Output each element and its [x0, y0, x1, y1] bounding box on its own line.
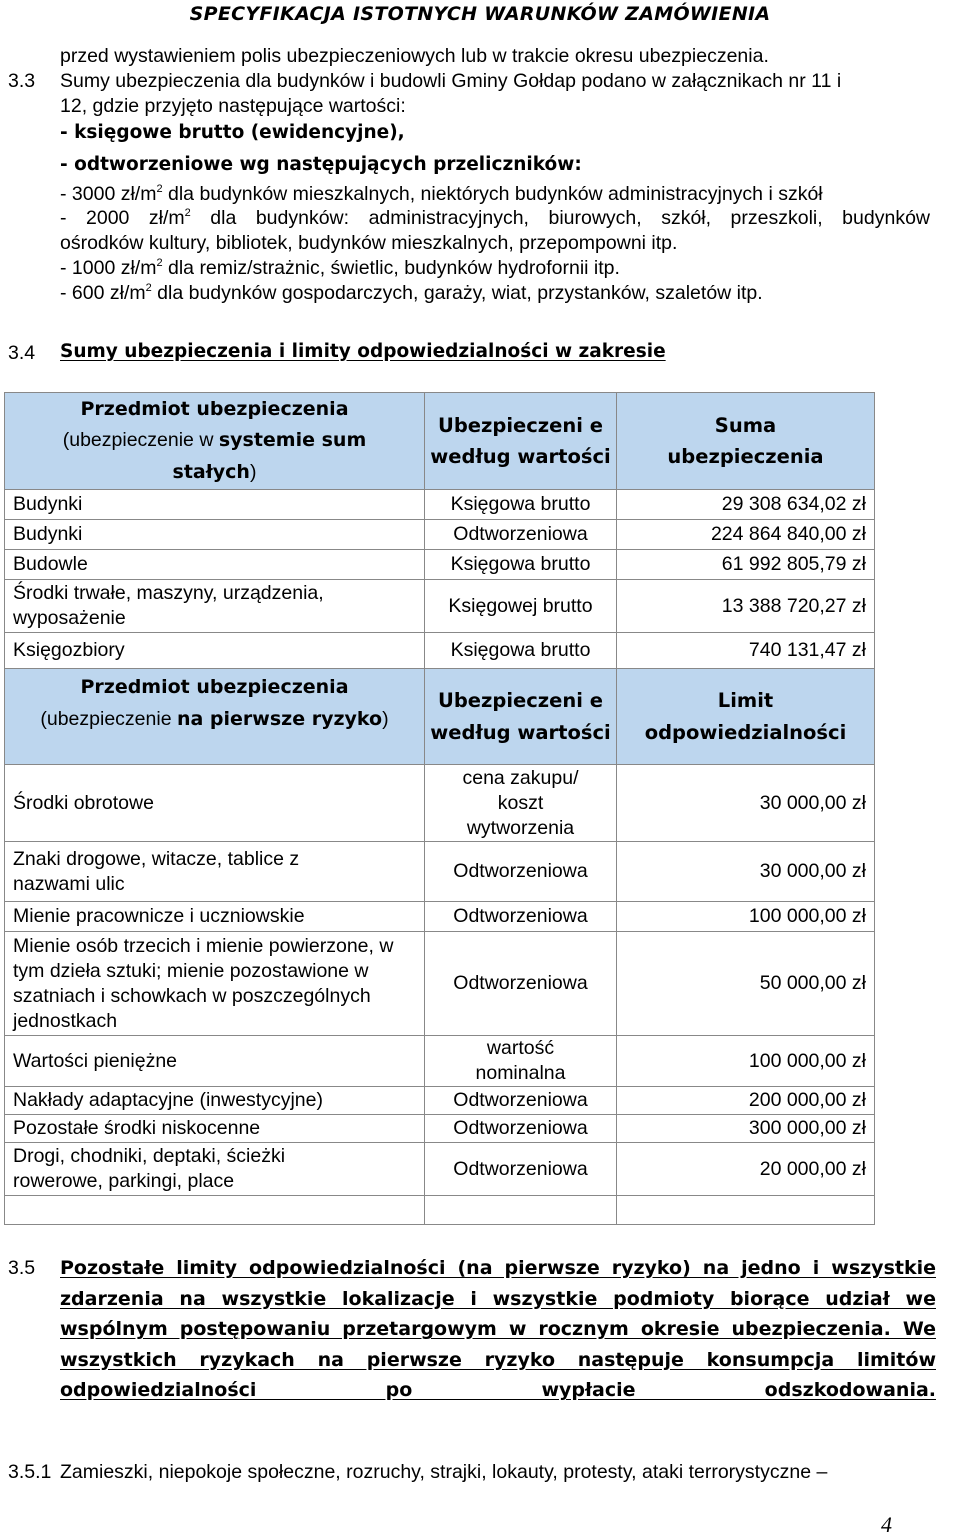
rate-3-desc: dla remiz/strażnic, świetlic, budynków hydrofornii itp.	[168, 257, 620, 279]
rate-4-amount: - 600 zł/m	[60, 282, 146, 304]
table-row: Księgozbiory Księgowa brutto 740 131,47 zł	[5, 633, 875, 669]
document-header: SPECYFIKACJA ISTOTNYCH WARUNKÓW ZAMÓWIENIA	[189, 3, 771, 25]
section-3-4-title: Sumy ubezpieczenia i limity odpowiedzialności w zakresie	[60, 341, 666, 362]
superscript: 2	[184, 207, 191, 219]
table1-header-sum: Suma ubezpieczenia	[617, 393, 875, 490]
intro-line-2: 12, gdzie przyjęto następujące wartości:	[60, 95, 406, 117]
table-row: Wartości pieniężne wartość nominalna 100 000,00 zł	[5, 1036, 875, 1087]
section-3-5-number: 3.5	[8, 1257, 36, 1279]
intro-line-1: Sumy ubezpieczenia dla budynków i budowli Gminy Gołdap podano w załącznikach nr 11 i	[60, 70, 842, 92]
table-row: Budynki Odtworzeniowa 224 864 840,00 zł	[5, 520, 875, 550]
table-row: Znaki drogowe, witacze, tablice z nazwami ulic Odtworzeniowa 30 000,00 zł	[5, 842, 875, 902]
table-row: Mienie osób trzecich i mienie powierzone, w tym dzieła sztuki; mienie pozostawione w szatniach i schowkach w poszczególnych jednostkach Odtworzeniowa 50 000,00 zł	[5, 932, 875, 1036]
rate-line-2	[60, 207, 930, 230]
page-number: 4	[881, 1512, 892, 1537]
rate-2-desc: dla budynków: administracyjnych, biurowych, szkół, przeszkoli, budynków	[210, 207, 930, 229]
rate-1-amount: - 3000 zł/m	[60, 183, 157, 205]
table-row: Budynki Księgowa brutto 29 308 634,02 zł	[5, 490, 875, 520]
bullet-book-value: - księgowe brutto (ewidencyjne),	[60, 122, 405, 143]
superscript: 2	[156, 183, 163, 195]
table2-header-limit: Limit odpowiedzialności	[617, 669, 875, 765]
table2-header	[5, 669, 875, 765]
table-row: Środki obrotowe cena zakupu/ koszt wytworzenia 30 000,00 zł	[5, 765, 875, 842]
table-row: Budowle Księgowa brutto 61 992 805,79 zł	[5, 550, 875, 580]
section-3-5-1-number: 3.5.1	[8, 1461, 52, 1483]
rate-4-desc: dla budynków gospodarczych, garaży, wiat, przystanków, szaletów itp.	[157, 282, 763, 304]
rate-2-amount: - 2000 zł/m	[60, 207, 185, 229]
rate-line-2b: ośrodków kultury, bibliotek, budynków mieszkalnych, przepompowni itp.	[60, 232, 678, 254]
table-empty-row	[5, 1196, 875, 1225]
rate-line-1	[60, 183, 823, 206]
section-3-5-1-text: Zamieszki, niepokoje społeczne, rozruchy, strajki, lokauty, protesty, ataki terrorystyczne –	[60, 1461, 828, 1483]
rate-line-4	[60, 282, 763, 305]
section-3-4-number: 3.4	[8, 342, 36, 364]
bullet-replacement-value: - odtworzeniowe wg następujących przeliczników:	[60, 154, 582, 175]
intro-line-0: przed wystawieniem polis ubezpieczeniowych lub w trakcie okresu ubezpieczenia.	[60, 45, 769, 67]
table1-header	[5, 393, 875, 490]
table1-header-valuation: Ubezpieczeni e według wartości	[425, 393, 617, 490]
rate-1-desc: dla budynków mieszkalnych, niektórych budynków administracyjnych i szkół	[168, 183, 823, 205]
table-row: Nakłady adaptacyjne (inwestycyjne) Odtworzeniowa 200 000,00 zł	[5, 1087, 875, 1115]
table2-header-subject: Przedmiot ubezpieczenia (ubezpieczenie na pierwsze ryzyko)	[5, 669, 425, 765]
rate-3-amount: - 1000 zł/m	[60, 257, 157, 279]
insurance-table	[4, 392, 875, 1225]
table-row: Drogi, chodniki, deptaki, ścieżki rowerowe, parkingi, place Odtworzeniowa 20 000,00 zł	[5, 1143, 875, 1196]
superscript: 2	[145, 282, 152, 294]
table-row: Mienie pracownicze i uczniowskie Odtworzeniowa 100 000,00 zł	[5, 902, 875, 932]
rate-line-3	[60, 257, 620, 280]
table1-header-subject: Przedmiot ubezpieczenia (ubezpieczenie w systemie sum stałych)	[5, 393, 425, 490]
section-3-3-number: 3.3	[8, 70, 36, 92]
table-row: Środki trwałe, maszyny, urządzenia, wyposażenie Księgowej brutto 13 388 720,27 zł	[5, 580, 875, 633]
table2-header-valuation: Ubezpieczeni e według wartości	[425, 669, 617, 765]
table-row: Pozostałe środki niskocenne Odtworzeniowa 300 000,00 zł	[5, 1115, 875, 1143]
section-3-5-text: Pozostałe limity odpowiedzialności (na pierwsze ryzyko) na jedno i wszystkie zdarzenia na wszystkie lokalizacje i wszystkie podmioty biorące udział we wspólnym postępowaniu przetargowym w rocznym okresie ubezpieczenia. We wszystkich ryzykach na pierwsze ryzyko następuje konsumpcja limitów odpowiedzialności po wypłacie odszkodowania.	[60, 1257, 936, 1402]
superscript: 2	[156, 257, 163, 269]
